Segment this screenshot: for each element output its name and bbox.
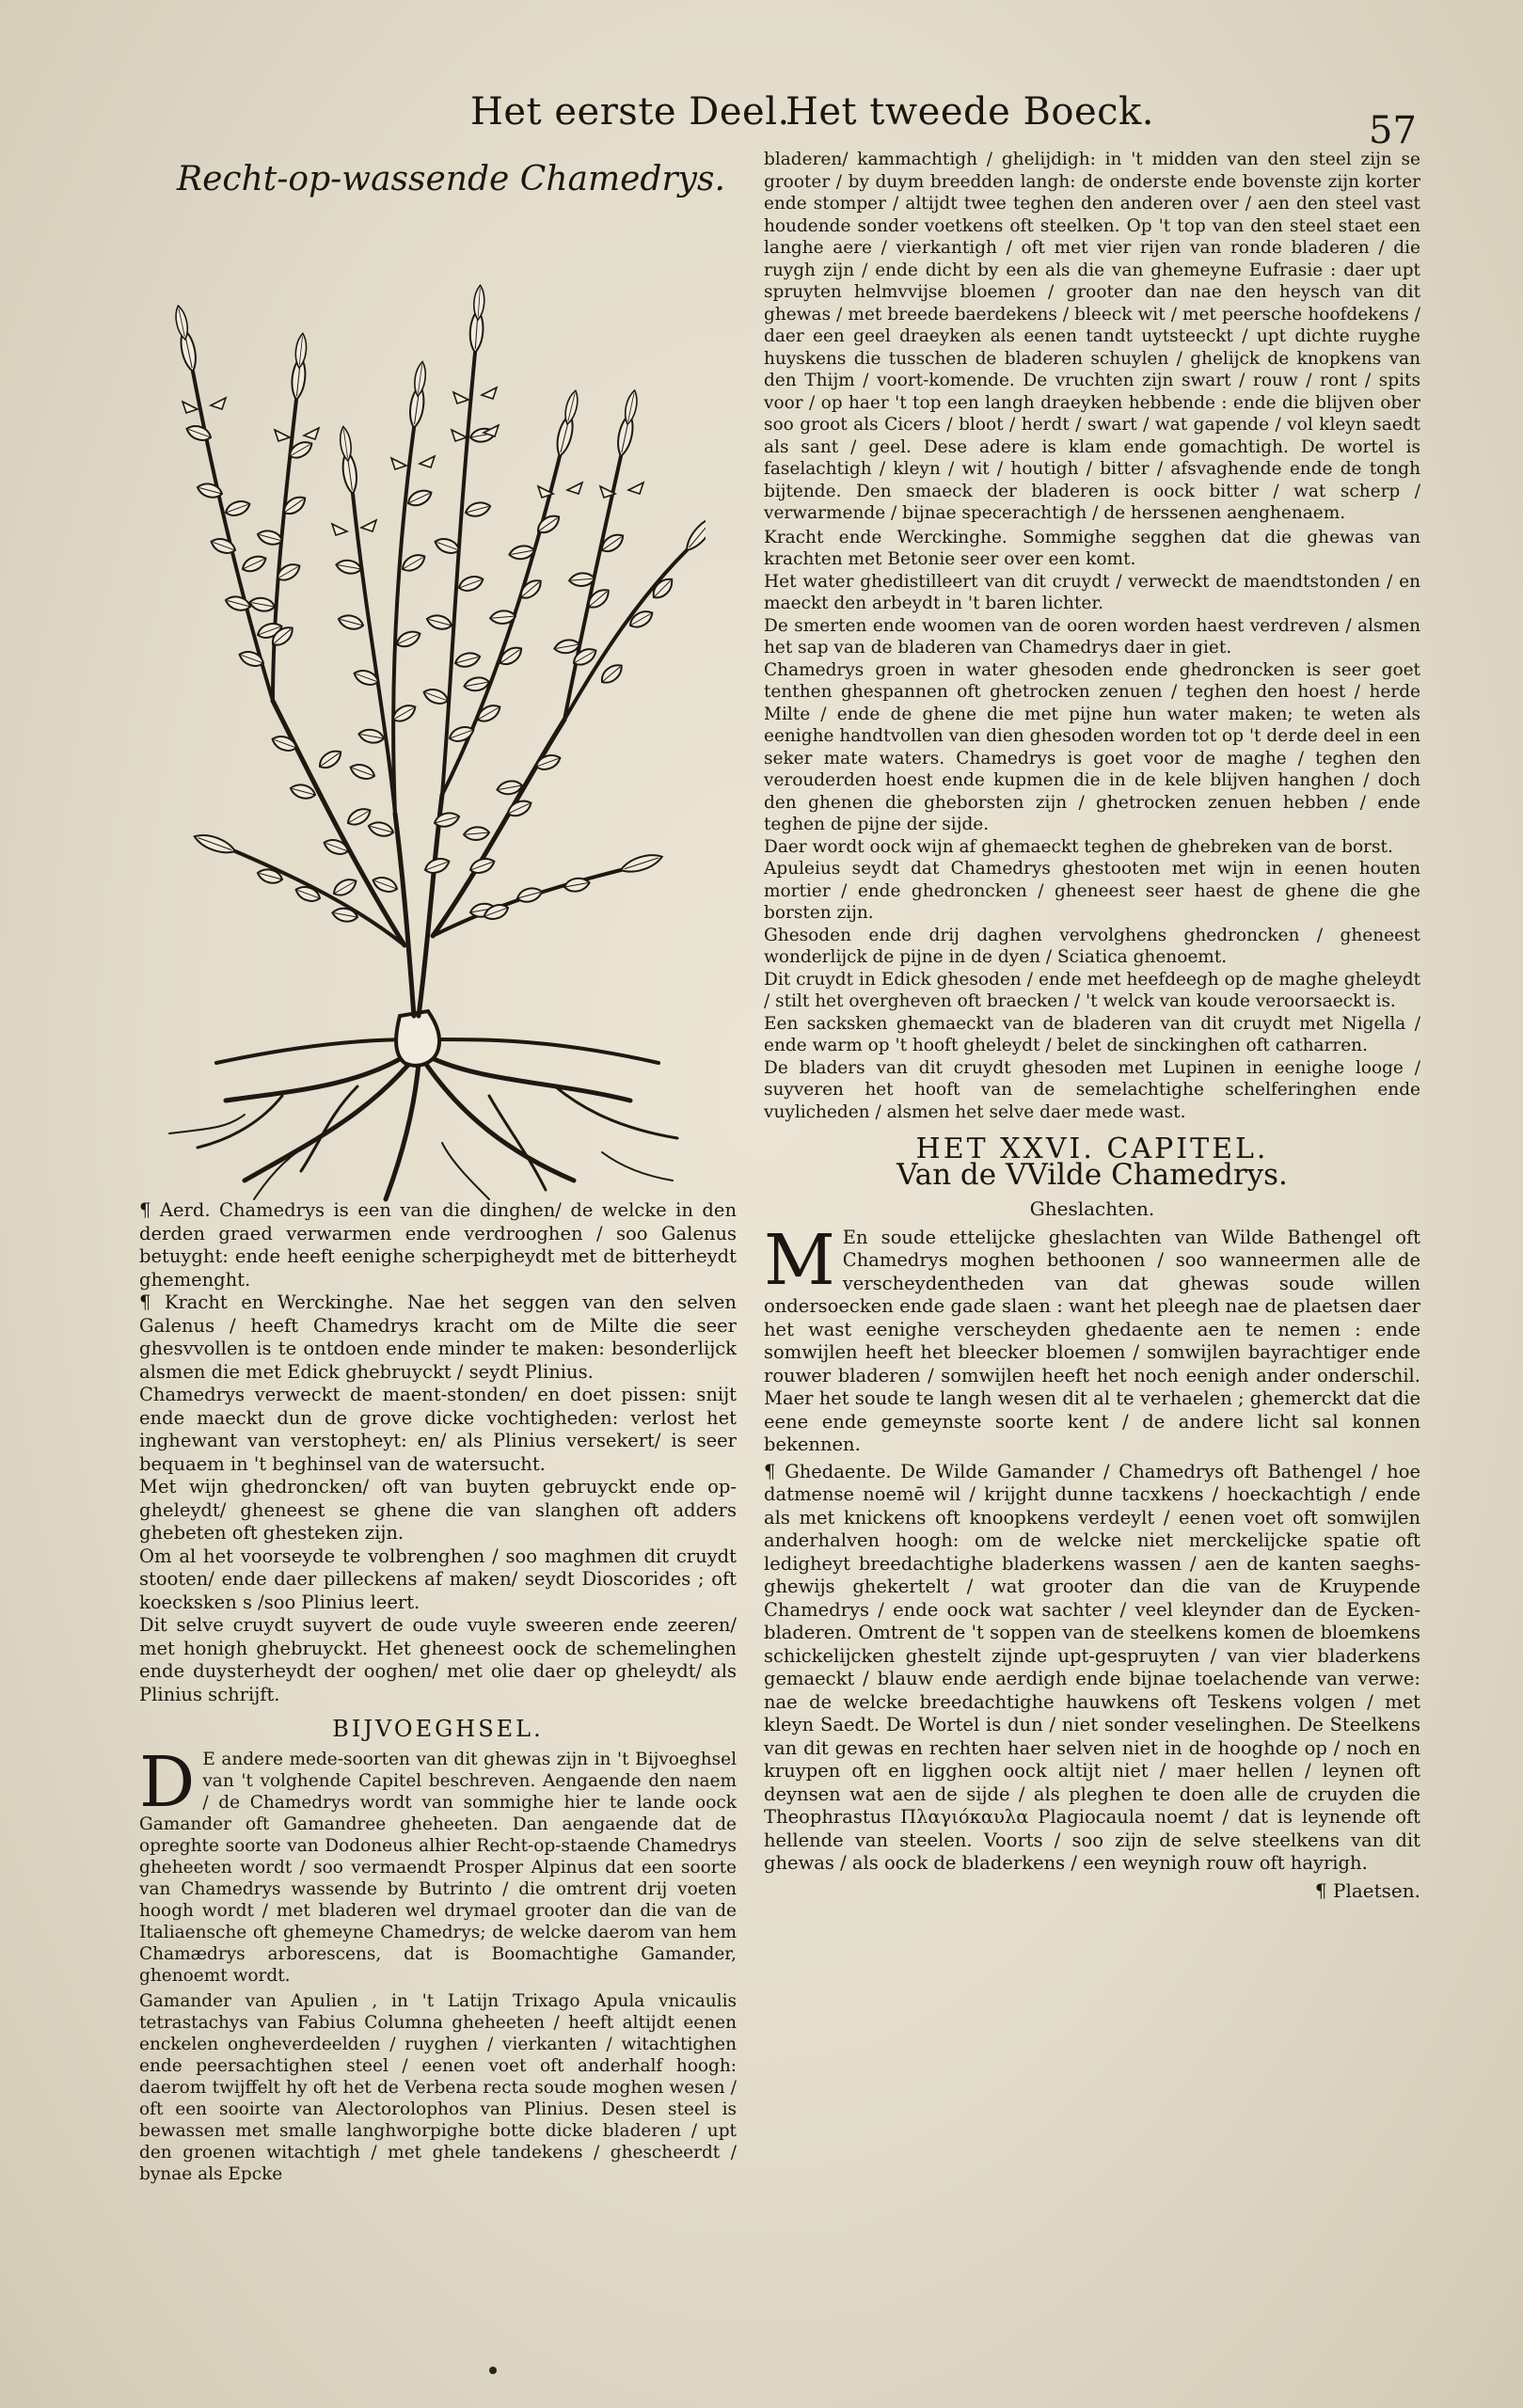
- geslachten-text: En soude ettelijcke gheslachten van Wilde Bathengel oft Chamedrys moghen bethoonen / soo wanneermen alle de verscheydentheden van dat ghewas soude willen ondersoecken ende gade slaen : want het pleegh nae de plaetsen daer het wast eenighe verscheyden ghedaente aen te nemen : ende somwijlen heeft het bleecker bloemen / somwijlen bayrachtiger ende rouwer bladeren / somwijlen heeft het noch eenigh ander onderschil. Maer het soude te langh wesen dit al te verhaelen ; ghemerckt dat die eene ende gemeynste soorte kent / de andere licht sal konnen bekennen.: [764, 1226, 1420, 1455]
- bijvoeghsel-dropcap: D: [139, 1741, 196, 1823]
- bijvoeghsel-text: E andere mede-soorten van dit ghewas zijn in 't Bijvoeghsel van 't volghende Capitel beschreven. Aengaende den naem / de Chamedrys wordt van sommighe hier te lande oock Gamander oft Gamandree gheheeten. Dan aengaende dat de opreghte soorte van Dodoneus alhier Recht-op-staende Chamedrys gheheeten wordt / soo vermaendt Prosper Alpinus dat een soorte van Chamedrys wassende by Butrinto / die omtrent drij voeten hoogh wordt / met bladeren wel drymael grooter dan die van de Italiaensche oft ghemeyne Chamedrys; de welcke daerom van hem Chamædrys arborescens, dat is Boomachtighe Gamander, ghenoemt wordt.: [139, 1749, 737, 1986]
- kracht-paragraph: Daer wordt oock wijn af ghemaeckt teghen de ghebreken van de borst.: [764, 836, 1393, 857]
- kracht-paragraph: Chamedrys groen in water ghesoden ende ghedroncken is seer goet tenthen ghespannen oft ghetrocken zenuen / teghen den hoest / herde Milte / ende de ghene die met pijne hun water maken; te weten als eenighe handtvollen van dien ghesoden worden tot op 't derde deel in een seker mate waters. Chamedrys is goet voor de maghe / teghen den verouderden hoest ende kupmen die in de kele blijven hanghen / doch den ghenen die gheborsten zijn / ghetrocken zenuen hebben / ende teghen de pijne der sijde.: [764, 659, 1420, 834]
- kracht-paragraph: Dit cruydt in Edick ghesoden / ende met heefdeegh op de maghe gheleydt / stilt het overgheven oft braecken / 't welck van koude veroorsaeckt is.: [764, 969, 1420, 1011]
- body-paragraph: Met wijn ghedroncken/ oft van buyten gebruyckt ende op-gheleydt/ gheneest se ghene die van slanghen oft adders ghebeten oft ghesteken zijn.: [139, 1476, 737, 1544]
- right-column: [764, 149, 1420, 1902]
- kracht-paragraph: De bladers van dit cruydt ghesoden met Lupinen in eenighe looge / suyveren het hooft van de semelachtighe schelferinghen ende vuylicheden / alsmen het selve daer mede wast.: [764, 1057, 1420, 1122]
- bijvoeghsel-heading: BIJVOEGHSEL.: [332, 1716, 544, 1742]
- plant-woodcut-illustration: [132, 212, 706, 1204]
- left-running-head: Het eerste Deel.: [470, 90, 790, 134]
- kracht-paragraph: Een sacksken ghemaeckt van de bladeren van dit cruydt met Nigella / ende warm op 't hooft gheleydt / belet de sinckinghen oft catharren.: [764, 1013, 1420, 1055]
- chapter-subtitle: Van de VVilde Chamedrys.: [896, 1157, 1288, 1192]
- kracht-paragraph: Ghesoden ende drij daghen vervolghens ghedroncken / gheneest wonderlijck de pijne in de dyen / Sciatica ghenoemt.: [764, 925, 1420, 967]
- kracht-paragraph: De smerten ende woomen van de ooren worden haest verdreven / alsmen het sap van de bladeren van Chamedrys daer in giet.: [764, 615, 1420, 657]
- description-continued: bladeren/ kammachtigh / ghelijdigh: in 't midden van den steel zijn se grooter / by duym breedden langh: de onderste ende bovenste zijn korter ende stomper / altijdt twee teghen den anderen over / aen den steel vast houdende sonder voetkens oft steelken. Op 't top van den steel staet een langhe aere / vierkantigh / oft met vier rijen van ronde bladeren / die ruygh zijn / ende dicht by een als die van ghemeyne Eufrasie : daer upt spruyten helmvvijse bloemen / grooter dan nae den heysch van dit ghewas / met breede baerdekens / bleeck wit / met peersche hoofdekens / daer een geel draeyken als eenen tandt uytsteeckt / upt dichte ruyghe huyskens die tusschen de bladeren schuylen / ghelijck de knopkens van den Thijm / voort-komende. De vruchten zijn swart / rouw / ront / spits voor / op haer 't top een langh draeyken hebbende : ende die blijven ober soo groot als Cicers / bloot / herdt / swart / wat gapende / vol kleyn saedt als sant / geel. Dese adere is klam ende gomachtigh. De wortel is faselachtigh / kleyn / wit / houtigh / bitter / afsvaghende ende de tongh bijtende. Den smaeck der bladeren is oock bitter / wat scherp / verwarmende / bijnae specerachtigh / de herssenen aenghenaem.: [764, 150, 1420, 523]
- aerd-paragraph: ¶ Aerd. Chamedrys is een van die dinghen/ de welcke in den derden graed verwarmen ende verdrooghen / soo Galenus betuyght: ende heeft eenighe scherpigheydt met de bitterheydt ghemenght.: [139, 1199, 737, 1291]
- catchword: ¶ Plaetsen.: [1314, 1878, 1420, 1902]
- kracht-paragraph: ¶ Kracht en Werckinghe. Nae het seggen van den selven Galenus / heeft Chamedrys kracht om de Milte die seer ghesvvollen is te ontdoen ende minder te maken: besonderlijck alsmen die met Edick ghebruyckt / seydt Plinius.: [139, 1291, 737, 1383]
- geslachten-dropcap: M: [764, 1219, 835, 1301]
- body-paragraph: Chamedrys verweckt de maent-stonden/ en doet pissen: snijt ende maeckt dun de grove dicke vochtigheden: verlost het inghewant van verstopheyt: en/ als Plinius versekert/ is seer bequaem in 't beghinsel van de watersucht.: [139, 1384, 737, 1475]
- kracht-paragraph: Het water ghedistilleert van dit cruydt / verweckt de maendtstonden / en maeckt den arbeydt in 't baren lichter.: [764, 571, 1420, 613]
- figure-title: Recht-op-wassende Chamedrys.: [177, 160, 725, 198]
- ghedaente-paragraph: ¶ Ghedaente. De Wilde Gamander / Chamedrys oft Bathengel / hoe datmense noemē wil / krijght dunne tacxkens / hoeckachtigh / ende als met knickens oft knoopkens verdeylt / eenen voet oft somwijlen anderhalven hoogh: om de welcke niet merckelijcke spatie oft ledigheyt breedachtighe bladerkens wassen / aen de kanten saeghs-ghewijs ghekertelt / wat grooter dan die van de Kruypende Chamedrys / ende oock wat sachter / veel kleynder dan de Eycken-bladeren. Omtrent de 't soppen van de steelkens komen de bloemkens schickelijcken ghestelt zijnde upt-gespruyten / van vier bladerkens gemaeckt / blauw ende aerdigh ende bijnae toelachende van verwe: nae de welcke breedachtighe hauwkens oft Teskens volgen / met kleyn Saedt. De Wortel is dun / niet sonder veselinghen. De Steelkens van dit gewas en rechten haer selven niet in de hooghde op / noch en kruypen oft en ligghen oock altijt niet / maer hellen / leynen oft deynsen wat aen de sijde / als pleghen te doen alle de cruyden die Theophrastus Πλαγιόκαυλα Plagiocaula noemt / dat is leynende oft hellende van steelen. Voorts / soo zijn de selve steelkens van dit ghewas / als oock de bladerkens / een weynigh rouw oft hayrigh.: [764, 1460, 1420, 1874]
- chapter-heading: HET XXVI. CAPITEL.: [915, 1133, 1269, 1165]
- kracht-heading-paragraph: Kracht ende Werckinghe. Sommighe segghen dat die ghewas van krachten met Betonie seer over een komt.: [764, 527, 1420, 569]
- bottom-dot: [489, 2367, 497, 2374]
- kracht-paragraph: Apuleius seydt dat Chamedrys ghestooten met wijn in eenen houten mortier / ende ghedroncken / gheneest seer haest de ghene die ghe borsten zijn.: [764, 859, 1420, 923]
- body-paragraph: Dit selve cruydt suyvert de oude vuyle sweeren ende zeeren/ met honigh ghebruyckt. Het gheneest oock de schemelinghen ende duysterheydt der ooghen/ met olie daer op gheleydt/ als Plinius schrijft.: [139, 1614, 737, 1705]
- page-number: 57: [1369, 109, 1417, 152]
- geslachten-heading: Gheslachten.: [1029, 1197, 1155, 1220]
- body-paragraph: Om al het voorseyde te volbrenghen / soo maghmen dit cruydt stooten/ ende daer pilleckens af maken/ seydt Dioscorides ; oft koecksken s /soo Plinius leert.: [139, 1545, 737, 1613]
- right-running-head: Het tweede Boeck.: [785, 90, 1154, 134]
- apulien-paragraph: Gamander van Apulien , in 't Latijn Trixago Apula vnicaulis tetrastachys van Fabius Columna gheheeten / heeft altijdt eenen enckelen ongheverdeelden / ruyghen / vierkanten / witachtighen ende peersachtighen steel / eenen voet oft anderhalf hoogh: daerom twijffelt hy oft het de Verbena recta soude moghen wesen / oft een sooirte van Alectorolophos van Plinius. Desen steel is bewassen met smalle langhworpighe botte dicke bladeren / upt den groenen witachtigh / met ghele tandekens / ghescheerdt / bynae als Epcke: [139, 1990, 737, 2184]
- left-column: [139, 1199, 737, 2185]
